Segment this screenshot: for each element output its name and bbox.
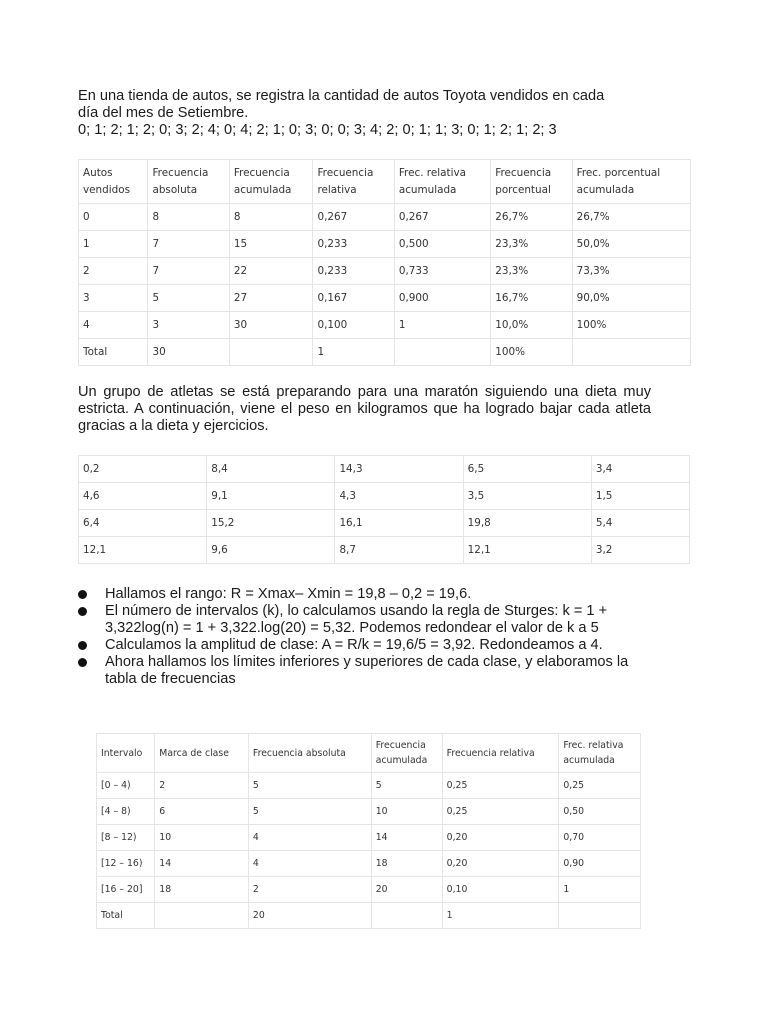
table-cell: Total [79, 339, 148, 366]
column-header-line: Frecuencia relativa [446, 747, 535, 759]
table-cell: 1 [79, 231, 148, 258]
table-cell: 0,267 [313, 204, 394, 231]
column-header [371, 734, 442, 773]
table-row [79, 312, 691, 339]
bullet-text: Hallamos el rango: R = Xmax– Xmin = 19,8 – 0,2 = 19,6. [105, 586, 472, 602]
table-cell: 22 [229, 258, 313, 285]
column-header-line: Marca de clase [159, 747, 229, 759]
intro-line-2: día del mes de Setiembre. [78, 105, 249, 121]
table-row [79, 537, 690, 564]
table-cell: 4,6 [79, 483, 207, 510]
table-row [79, 258, 691, 285]
column-header-line: acumulada [233, 183, 292, 196]
column-header [97, 734, 155, 773]
table-cell: 100% [572, 312, 690, 339]
column-header-line: Autos [83, 166, 113, 179]
table-row [79, 339, 691, 366]
table-cell: 3,5 [463, 483, 591, 510]
table-cell: 5 [248, 799, 371, 825]
table-cell: [12 – 16) [97, 851, 155, 877]
table-cell: 5 [148, 285, 229, 312]
interval-table-body [97, 734, 641, 929]
table-row [97, 773, 641, 799]
table-cell: 0,900 [394, 285, 490, 312]
table-cell: 2 [79, 258, 148, 285]
interval-frequency-table [96, 733, 641, 929]
column-header [313, 160, 394, 204]
bullet-dot-icon [78, 590, 87, 599]
table-cell: [16 – 20] [97, 877, 155, 903]
table-cell: 3 [148, 312, 229, 339]
bullet-text: Ahora hallamos los límites inferiores y superiores de cada clase, y elaboramos la tabla de frecuencias [105, 654, 629, 687]
column-header-line: Frecuencia [152, 166, 209, 179]
bullet-dot-icon [78, 607, 87, 616]
table-cell: 23,3% [491, 231, 572, 258]
table-cell [229, 339, 313, 366]
table-cell: 5 [371, 773, 442, 799]
column-header-line: porcentual [495, 183, 551, 196]
table-cell: 18 [371, 851, 442, 877]
table-cell: 7 [148, 258, 229, 285]
column-header [394, 160, 490, 204]
table-cell [394, 339, 490, 366]
table-cell: 6 [155, 799, 249, 825]
table-row [97, 799, 641, 825]
table-cell: 8 [229, 204, 313, 231]
table-cell: 3,2 [591, 537, 689, 564]
table-cell: 4 [248, 825, 371, 851]
table-cell: [0 – 4) [97, 773, 155, 799]
table-cell: 7 [148, 231, 229, 258]
table-cell: 9,6 [207, 537, 335, 564]
column-header-line: acumulada [375, 755, 428, 766]
column-header-line: Frecuencia [233, 166, 290, 179]
table-cell: 0,25 [442, 773, 559, 799]
table-cell: 14 [371, 825, 442, 851]
table-cell [155, 903, 249, 929]
column-header-line: acumulada [398, 183, 457, 196]
column-header [442, 734, 559, 773]
table-cell: 12,1 [463, 537, 591, 564]
table-cell: 1,5 [591, 483, 689, 510]
table-cell: 8 [148, 204, 229, 231]
bullet-dot-icon [78, 658, 87, 667]
table-cell: 90,0% [572, 285, 690, 312]
table-cell: 1 [559, 877, 641, 903]
table-cell: 0,25 [559, 773, 641, 799]
table-cell: 100% [491, 339, 572, 366]
table-cell: 10 [155, 825, 249, 851]
column-header-line: Frec. porcentual [576, 166, 661, 179]
table-cell: 20 [371, 877, 442, 903]
table-cell: 10 [371, 799, 442, 825]
table-cell: 50,0% [572, 231, 690, 258]
table-cell: 14,3 [335, 456, 463, 483]
table-cell: 5 [248, 773, 371, 799]
table-cell: 20 [248, 903, 371, 929]
table-cell: 0,20 [442, 851, 559, 877]
table-cell: 1 [394, 312, 490, 339]
table-cell: 0,733 [394, 258, 490, 285]
table-header-row [79, 160, 691, 204]
table-cell: 1 [442, 903, 559, 929]
column-header [229, 160, 313, 204]
table-cell: 23,3% [491, 258, 572, 285]
column-header [491, 160, 572, 204]
table-row [79, 483, 690, 510]
table-cell: 0,233 [313, 258, 394, 285]
column-header [559, 734, 641, 773]
table-cell: 16,1 [335, 510, 463, 537]
table-header-row [97, 734, 641, 773]
intro-line-1: En una tienda de autos, se registra la cantidad de autos Toyota vendidos en cada [78, 88, 605, 104]
table-row [79, 456, 690, 483]
bullet-item-sturges [78, 603, 651, 637]
table-cell: 4,3 [335, 483, 463, 510]
car-sales-table-body [79, 160, 691, 366]
table-cell: 2 [155, 773, 249, 799]
table-cell: Total [97, 903, 155, 929]
table-cell: 30 [148, 339, 229, 366]
table-cell: 16,7% [491, 285, 572, 312]
table-cell [559, 903, 641, 929]
table-cell: 15,2 [207, 510, 335, 537]
table-cell: [8 – 12) [97, 825, 155, 851]
column-header-line: Frecuencia [375, 740, 426, 751]
table-cell [371, 903, 442, 929]
bullet-item-limits [78, 654, 651, 688]
table-cell: 26,7% [572, 204, 690, 231]
athletes-paragraph: Un grupo de atletas se está preparando para una maratón siguiendo una dieta muy estricta. A continuación, viene el peso en kilogramos que ha logrado bajar cada atleta gracias a la dieta y ejercicios. [78, 384, 651, 434]
column-header-line: Frecuencia absoluta [252, 747, 346, 759]
table-cell: 18 [155, 877, 249, 903]
table-cell: 10,0% [491, 312, 572, 339]
table-cell: 8,4 [207, 456, 335, 483]
table-cell: 0,50 [559, 799, 641, 825]
table-cell [572, 339, 690, 366]
column-header-line: Frec. relativa [563, 740, 624, 751]
table-cell: 0 [79, 204, 148, 231]
table-cell: 9,1 [207, 483, 335, 510]
column-header-line: vendidos [83, 183, 130, 196]
table-cell: 19,8 [463, 510, 591, 537]
table-cell: 1 [313, 339, 394, 366]
table-row [97, 903, 641, 929]
table-cell: 0,10 [442, 877, 559, 903]
car-sales-frequency-table [78, 159, 691, 366]
column-header-line: acumulada [563, 755, 615, 766]
table-row [79, 231, 691, 258]
table-cell: 0,267 [394, 204, 490, 231]
table-cell: 0,2 [79, 456, 207, 483]
column-header-line: acumulada [576, 183, 635, 196]
bullet-text: El número de intervalos (k), lo calculamos usando la regla de Sturges: k = 1 + 3,322log(n) = 1 + 3,322.log(20) = 5,32. Podemos redondear el valor de k a 5 [105, 603, 608, 636]
weight-loss-data-table [78, 455, 690, 564]
table-cell: 0,233 [313, 231, 394, 258]
table-row [97, 877, 641, 903]
table-cell: 0,500 [394, 231, 490, 258]
table-row [79, 285, 691, 312]
column-header [248, 734, 371, 773]
column-header [79, 160, 148, 204]
intro-paragraph-cars [78, 88, 651, 139]
weight-loss-table-body [79, 456, 690, 564]
table-row [97, 825, 641, 851]
column-header [155, 734, 249, 773]
table-cell: [4 – 8) [97, 799, 155, 825]
table-cell: 30 [229, 312, 313, 339]
table-cell: 73,3% [572, 258, 690, 285]
bullet-dot-icon [78, 641, 87, 650]
table-row [79, 510, 690, 537]
bullet-text: Calculamos la amplitud de clase: A = R/k = 19,6/5 = 3,92. Redondeamos a 4. [105, 637, 603, 653]
column-header-line: Intervalo [101, 747, 143, 759]
bullet-item-range [78, 586, 651, 603]
sales-sequence: 0; 1; 2; 1; 2; 0; 3; 2; 4; 0; 4; 2; 1; 0; 3; 0; 0; 3; 4; 2; 0; 1; 1; 3; 0; 1; 2; 1; 2; 3 [78, 122, 557, 138]
table-cell: 0,90 [559, 851, 641, 877]
table-cell: 0,25 [442, 799, 559, 825]
column-header [148, 160, 229, 204]
table-cell: 4 [79, 312, 148, 339]
column-header-line: Frecuencia [317, 166, 374, 179]
bullet-item-amplitude [78, 637, 651, 654]
table-cell: 8,7 [335, 537, 463, 564]
column-header-line: Frecuencia [495, 166, 552, 179]
table-cell: 3 [79, 285, 148, 312]
table-cell: 15 [229, 231, 313, 258]
table-cell: 6,4 [79, 510, 207, 537]
column-header-line: Frec. relativa [398, 166, 466, 179]
table-cell: 14 [155, 851, 249, 877]
table-cell: 4 [248, 851, 371, 877]
table-cell: 3,4 [591, 456, 689, 483]
table-cell: 27 [229, 285, 313, 312]
table-cell: 2 [248, 877, 371, 903]
table-cell: 0,20 [442, 825, 559, 851]
table-cell: 0,167 [313, 285, 394, 312]
column-header-line: absoluta [152, 183, 198, 196]
table-cell: 12,1 [79, 537, 207, 564]
table-row [97, 851, 641, 877]
table-cell: 6,5 [463, 456, 591, 483]
steps-bullet-list [78, 586, 651, 688]
table-row [79, 204, 691, 231]
table-cell: 0,70 [559, 825, 641, 851]
column-header-line: relativa [317, 183, 357, 196]
table-cell: 0,100 [313, 312, 394, 339]
column-header [572, 160, 690, 204]
table-cell: 26,7% [491, 204, 572, 231]
table-cell: 5,4 [591, 510, 689, 537]
